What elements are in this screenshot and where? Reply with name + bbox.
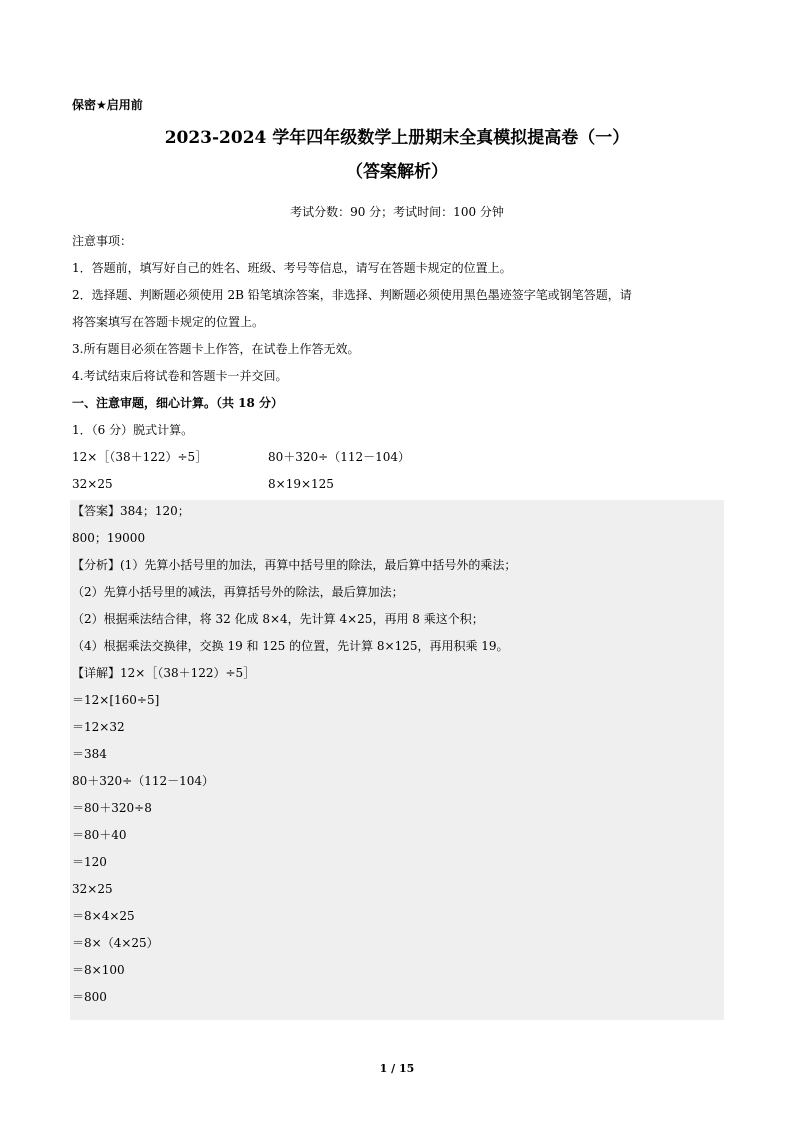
- analysis-line-2: （2）先算小括号里的减法，再算括号外的除法，最后算加法；: [72, 585, 404, 599]
- solution-step: 80＋320÷（112－104）: [72, 774, 215, 788]
- solution-step: ＝384: [72, 747, 107, 761]
- analysis-line-4: （4）根据乘法交换律，交换 19 和 125 的位置，先计算 8×125，再用积乘 19。: [72, 639, 509, 653]
- document-subtitle: （答案解析）: [346, 162, 448, 182]
- analysis-line-3: （2）根据乘法结合律，将 32 化成 8×4，先计算 4×25，再用 8 乘这个积；: [72, 612, 484, 626]
- exam-info: 考试分数：90 分；考试时间：100 分钟: [290, 205, 504, 219]
- note-item-2b: 将答案填写在答题卡规定的位置上。: [72, 315, 265, 329]
- expression-2: 80＋320÷（112－104）: [268, 450, 411, 464]
- solution-step: 【详解】12×［（38＋122）÷5］: [72, 666, 256, 680]
- notes-heading: 注意事项：: [72, 234, 133, 248]
- solution-step: ＝12×[160÷5]: [72, 693, 160, 707]
- expression-1: 12×［（38＋122）÷5］: [72, 450, 208, 464]
- page-number: 1 / 15: [379, 1062, 415, 1075]
- solution-step: 32×25: [72, 882, 113, 896]
- solution-step: ＝120: [72, 855, 107, 869]
- section-heading: 一、注意审题，细心计算。（共 18 分）: [72, 396, 284, 410]
- note-item-1: 1．答题前，填写好自己的姓名、班级、考号等信息，请写在答题卡规定的位置上。: [72, 261, 512, 275]
- document-title: 2023-2024 学年四年级数学上册期末全真模拟提高卷（一）: [164, 128, 630, 148]
- confidential-label: 保密★启用前: [72, 98, 143, 112]
- expression-3: 32×25: [72, 477, 113, 491]
- solution-step: ＝12×32: [72, 720, 125, 734]
- solution-step: ＝8×4×25: [72, 909, 135, 923]
- solution-step: ＝80＋40: [72, 828, 127, 842]
- solution-step: ＝80＋320÷8: [72, 801, 152, 815]
- solution-step: ＝8×100: [72, 963, 125, 977]
- question-1: 1．（6 分）脱式计算。: [72, 423, 194, 437]
- note-item-2a: 2．选择题、判断题必须使用 2B 铅笔填涂答案，非选择、判断题必须使用黑色墨迹签字笔或钢笔答题，请: [72, 288, 632, 302]
- answer-line-1: 【答案】384；120；: [72, 504, 190, 518]
- note-item-3: 3.所有题目必须在答题卡上作答，在试卷上作答无效。: [72, 342, 360, 356]
- expression-4: 8×19×125: [268, 477, 334, 491]
- analysis-line-1: 【分析】(1）先算小括号里的加法，再算中括号里的除法，最后算中括号外的乘法；: [72, 558, 517, 572]
- answer-line-2: 800；19000: [72, 531, 146, 545]
- answer-section: [70, 500, 724, 1020]
- solution-step: ＝800: [72, 990, 107, 1004]
- note-item-4: 4.考试结束后将试卷和答题卡一并交回。: [72, 369, 288, 383]
- solution-step: ＝8×（4×25）: [72, 936, 159, 950]
